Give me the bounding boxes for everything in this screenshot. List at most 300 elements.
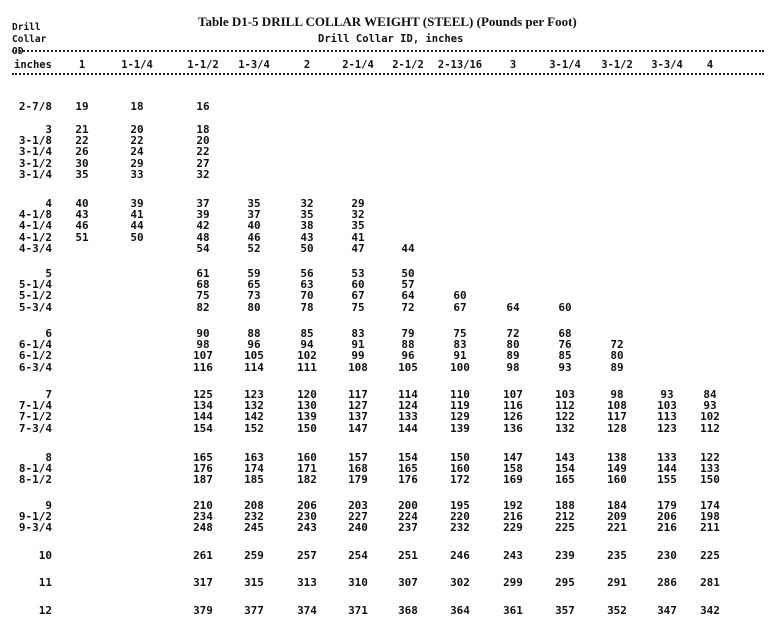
weight-cell: 85 bbox=[300, 327, 314, 340]
weight-cell: 179 bbox=[657, 499, 677, 512]
row-od-label: 7-1/4 bbox=[18, 399, 52, 413]
weight-cell: 35 bbox=[247, 197, 261, 210]
row-od-label: 6 bbox=[45, 327, 52, 340]
weight-cell: 72 bbox=[401, 300, 415, 314]
weight-cell: 174 bbox=[244, 462, 264, 476]
weight-cell: 299 bbox=[503, 576, 523, 589]
row-od-label: 11 bbox=[38, 576, 52, 589]
weight-cell: 206 bbox=[657, 510, 677, 524]
weight-cell: 246 bbox=[450, 549, 470, 562]
weight-cell: 144 bbox=[398, 421, 418, 435]
column-header: 2-13/16 bbox=[437, 59, 483, 71]
weight-cell: 105 bbox=[244, 349, 264, 363]
weight-cell: 232 bbox=[244, 510, 264, 524]
row-od-label: 7-1/2 bbox=[18, 410, 52, 424]
weight-cell: 220 bbox=[450, 510, 470, 524]
weight-cell: 206 bbox=[297, 499, 317, 512]
weight-cell: 119 bbox=[450, 399, 470, 413]
weight-cell: 94 bbox=[300, 338, 314, 352]
weight-cell: 133 bbox=[657, 451, 677, 464]
weight-cell: 192 bbox=[503, 499, 523, 512]
weight-cell: 122 bbox=[555, 410, 575, 424]
weight-cell: 315 bbox=[244, 576, 264, 589]
column-header: 3 bbox=[509, 59, 517, 71]
row-od-label: 2-7/8 bbox=[18, 100, 52, 113]
weight-cell: 98 bbox=[506, 360, 520, 374]
weight-cell: 117 bbox=[348, 388, 368, 401]
weight-cell: 112 bbox=[700, 421, 720, 435]
weight-cell: 83 bbox=[453, 338, 467, 352]
weight-cell: 60 bbox=[351, 278, 365, 292]
weight-cell: 68 bbox=[196, 278, 210, 292]
weight-cell: 144 bbox=[193, 410, 213, 424]
weight-cell: 80 bbox=[506, 338, 520, 352]
weight-cell: 114 bbox=[244, 360, 264, 374]
column-header: 3-1/2 bbox=[601, 59, 633, 71]
weight-cell: 251 bbox=[398, 549, 418, 562]
weight-cell: 88 bbox=[401, 338, 415, 352]
weight-cell: 165 bbox=[193, 451, 213, 464]
row-od-label: 5-3/4 bbox=[18, 300, 52, 314]
weight-cell: 143 bbox=[555, 451, 575, 464]
weight-cell: 155 bbox=[657, 473, 677, 487]
weight-cell: 85 bbox=[558, 349, 572, 363]
weight-cell: 313 bbox=[297, 576, 317, 589]
weight-cell: 152 bbox=[244, 421, 264, 435]
weight-cell: 103 bbox=[555, 388, 575, 401]
row-od-label: 8-1/4 bbox=[18, 462, 52, 476]
weight-cell: 154 bbox=[193, 421, 213, 435]
weight-cell: 68 bbox=[558, 327, 572, 340]
weight-cell: 347 bbox=[657, 604, 677, 617]
column-header: 2-1/4 bbox=[342, 59, 374, 71]
weight-cell: 72 bbox=[506, 327, 520, 340]
weight-cell: 136 bbox=[503, 421, 523, 435]
weight-cell: 96 bbox=[401, 349, 415, 363]
weight-cell: 185 bbox=[244, 473, 264, 487]
weight-cell: 361 bbox=[503, 604, 523, 617]
weight-cell: 182 bbox=[297, 473, 317, 487]
weight-cell: 27 bbox=[196, 156, 210, 170]
weight-cell: 39 bbox=[130, 197, 144, 210]
weight-cell: 108 bbox=[607, 399, 627, 413]
weight-cell: 65 bbox=[247, 278, 261, 292]
weight-cell: 114 bbox=[398, 388, 418, 401]
row-od-label: 5-1/4 bbox=[18, 278, 52, 292]
stub-label-line: Drill bbox=[12, 22, 41, 33]
stub-label-line: Collar bbox=[12, 34, 47, 45]
weight-cell: 98 bbox=[196, 338, 210, 352]
weight-cell: 111 bbox=[297, 360, 317, 374]
weight-cell: 165 bbox=[398, 462, 418, 476]
weight-cell: 50 bbox=[130, 230, 144, 244]
column-header: 3-1/4 bbox=[549, 59, 581, 71]
weight-cell: 102 bbox=[297, 349, 317, 363]
weight-cell: 129 bbox=[450, 410, 470, 424]
weight-cell: 286 bbox=[657, 576, 677, 589]
weight-cell: 44 bbox=[130, 219, 144, 233]
weight-cell: 307 bbox=[398, 576, 418, 589]
weight-cell: 37 bbox=[247, 208, 261, 222]
column-header: 1-1/2 bbox=[187, 59, 219, 71]
weight-cell: 248 bbox=[193, 521, 213, 535]
weight-cell: 47 bbox=[351, 241, 365, 255]
weight-cell: 160 bbox=[450, 462, 470, 476]
weight-cell: 91 bbox=[453, 349, 467, 363]
weight-cell: 99 bbox=[351, 349, 365, 363]
weight-cell: 254 bbox=[348, 549, 368, 562]
weight-cell: 76 bbox=[558, 338, 572, 352]
row-od-label: 9 bbox=[45, 499, 52, 512]
weight-cell: 122 bbox=[700, 451, 720, 464]
weight-cell: 368 bbox=[398, 604, 418, 617]
weight-cell: 150 bbox=[297, 421, 317, 435]
weight-cell: 89 bbox=[506, 349, 520, 363]
row-od-label: 9-3/4 bbox=[18, 521, 52, 535]
weight-cell: 154 bbox=[555, 462, 575, 476]
weight-cell: 32 bbox=[351, 208, 365, 222]
weight-cell: 73 bbox=[247, 289, 261, 303]
weight-cell: 33 bbox=[130, 167, 144, 181]
weight-cell: 75 bbox=[453, 327, 467, 340]
row-od-label: 10 bbox=[38, 549, 52, 562]
weight-cell: 295 bbox=[555, 576, 575, 589]
weight-cell: 172 bbox=[450, 473, 470, 487]
weight-cell: 357 bbox=[555, 604, 575, 617]
weight-cell: 75 bbox=[351, 300, 365, 314]
weight-cell: 310 bbox=[348, 576, 368, 589]
weight-cell: 377 bbox=[244, 604, 264, 617]
weight-cell: 112 bbox=[555, 399, 575, 413]
weight-cell: 237 bbox=[398, 521, 418, 535]
weight-cell: 108 bbox=[348, 360, 368, 374]
weight-cell: 80 bbox=[610, 349, 624, 363]
weight-cell: 56 bbox=[300, 267, 314, 280]
weight-cell: 302 bbox=[450, 576, 470, 589]
weight-cell: 281 bbox=[700, 576, 720, 589]
weight-cell: 70 bbox=[300, 289, 314, 303]
row-od-label: 8 bbox=[45, 451, 52, 464]
weight-cell: 149 bbox=[607, 462, 627, 476]
weight-cell: 89 bbox=[610, 360, 624, 374]
weight-cell: 232 bbox=[450, 521, 470, 535]
weight-cell: 38 bbox=[300, 219, 314, 233]
weight-cell: 128 bbox=[607, 421, 627, 435]
weight-cell: 40 bbox=[75, 197, 89, 210]
weight-cell: 20 bbox=[196, 134, 210, 148]
weight-cell: 113 bbox=[657, 410, 677, 424]
weight-cell: 29 bbox=[130, 156, 144, 170]
weight-cell: 212 bbox=[555, 510, 575, 524]
weight-cell: 227 bbox=[348, 510, 368, 524]
weight-cell: 50 bbox=[401, 267, 415, 280]
weight-cell: 19 bbox=[75, 100, 89, 113]
weight-cell: 32 bbox=[196, 167, 210, 181]
weight-cell: 138 bbox=[607, 451, 627, 464]
row-od-label: 3 bbox=[45, 123, 52, 136]
weight-cell: 123 bbox=[244, 388, 264, 401]
weight-cell: 171 bbox=[297, 462, 317, 476]
weight-cell: 133 bbox=[700, 462, 720, 476]
weight-cell: 225 bbox=[555, 521, 575, 535]
weight-cell: 24 bbox=[130, 145, 144, 159]
weight-cell: 72 bbox=[610, 338, 624, 352]
weight-cell: 132 bbox=[555, 421, 575, 435]
weight-cell: 51 bbox=[75, 230, 89, 244]
weight-cell: 187 bbox=[193, 473, 213, 487]
weight-cell: 168 bbox=[348, 462, 368, 476]
weight-cell: 103 bbox=[657, 399, 677, 413]
weight-cell: 147 bbox=[503, 451, 523, 464]
weight-cell: 116 bbox=[193, 360, 213, 374]
weight-cell: 48 bbox=[196, 230, 210, 244]
weight-cell: 22 bbox=[75, 134, 89, 148]
row-od-label: 3-1/8 bbox=[18, 134, 52, 148]
weight-cell: 225 bbox=[700, 549, 720, 562]
weight-cell: 35 bbox=[351, 219, 365, 233]
weight-cell: 43 bbox=[75, 208, 89, 222]
weight-cell: 90 bbox=[196, 327, 210, 340]
weight-cell: 142 bbox=[244, 410, 264, 424]
weight-cell: 127 bbox=[348, 399, 368, 413]
row-od-label: 4-1/8 bbox=[18, 208, 52, 222]
stub-label-inches: inches bbox=[14, 59, 52, 71]
weight-cell: 20 bbox=[130, 123, 144, 136]
header-rule-bottom bbox=[12, 73, 764, 75]
weight-cell: 243 bbox=[503, 549, 523, 562]
weight-cell: 147 bbox=[348, 421, 368, 435]
weight-cell: 352 bbox=[607, 604, 627, 617]
weight-cell: 211 bbox=[700, 521, 720, 535]
weight-cell: 176 bbox=[193, 462, 213, 476]
weight-cell: 130 bbox=[297, 399, 317, 413]
row-od-label: 8-1/2 bbox=[18, 473, 52, 487]
stub-label-line: OD bbox=[12, 46, 24, 57]
weight-cell: 46 bbox=[247, 230, 261, 244]
weight-cell: 52 bbox=[247, 241, 261, 255]
weight-cell: 160 bbox=[607, 473, 627, 487]
weight-cell: 245 bbox=[244, 521, 264, 535]
weight-cell: 44 bbox=[401, 241, 415, 255]
weight-cell: 46 bbox=[75, 219, 89, 233]
weight-cell: 63 bbox=[300, 278, 314, 292]
weight-cell: 160 bbox=[297, 451, 317, 464]
weight-cell: 83 bbox=[351, 327, 365, 340]
weight-cell: 198 bbox=[700, 510, 720, 524]
weight-cell: 137 bbox=[348, 410, 368, 424]
row-od-label: 5 bbox=[45, 267, 52, 280]
weight-cell: 291 bbox=[607, 576, 627, 589]
weight-cell: 364 bbox=[450, 604, 470, 617]
weight-cell: 60 bbox=[558, 300, 572, 314]
weight-cell: 35 bbox=[300, 208, 314, 222]
row-od-label: 4-1/2 bbox=[18, 230, 52, 244]
weight-cell: 139 bbox=[297, 410, 317, 424]
weight-cell: 110 bbox=[450, 388, 470, 401]
weight-cell: 84 bbox=[703, 388, 717, 401]
weight-cell: 35 bbox=[75, 167, 89, 181]
table-subtitle: Drill Collar ID, inches bbox=[318, 33, 464, 45]
weight-cell: 200 bbox=[398, 499, 418, 512]
weight-cell: 117 bbox=[607, 410, 627, 424]
weight-cell: 43 bbox=[300, 230, 314, 244]
weight-cell: 203 bbox=[348, 499, 368, 512]
weight-cell: 133 bbox=[398, 410, 418, 424]
weight-cell: 37 bbox=[196, 197, 210, 210]
weight-cell: 80 bbox=[247, 300, 261, 314]
weight-cell: 216 bbox=[503, 510, 523, 524]
weight-cell: 176 bbox=[398, 473, 418, 487]
weight-cell: 179 bbox=[348, 473, 368, 487]
row-od-label: 7 bbox=[45, 388, 52, 401]
weight-cell: 100 bbox=[450, 360, 470, 374]
row-od-label: 6-1/2 bbox=[18, 349, 52, 363]
weight-cell: 230 bbox=[657, 549, 677, 562]
weight-cell: 96 bbox=[247, 338, 261, 352]
weight-cell: 60 bbox=[453, 289, 467, 303]
weight-cell: 18 bbox=[196, 123, 210, 136]
weight-cell: 235 bbox=[607, 549, 627, 562]
weight-cell: 188 bbox=[555, 499, 575, 512]
weight-cell: 116 bbox=[503, 399, 523, 413]
weight-cell: 239 bbox=[555, 549, 575, 562]
weight-cell: 16 bbox=[196, 100, 210, 113]
column-header: 4 bbox=[706, 59, 714, 71]
row-od-label: 12 bbox=[38, 604, 52, 617]
weight-cell: 209 bbox=[607, 510, 627, 524]
weight-cell: 98 bbox=[610, 388, 624, 401]
weight-cell: 123 bbox=[657, 421, 677, 435]
weight-cell: 78 bbox=[300, 300, 314, 314]
weight-cell: 132 bbox=[244, 399, 264, 413]
weight-cell: 64 bbox=[401, 289, 415, 303]
weight-cell: 93 bbox=[660, 388, 674, 401]
weight-cell: 91 bbox=[351, 338, 365, 352]
row-od-label: 9-1/2 bbox=[18, 510, 52, 524]
weight-cell: 41 bbox=[130, 208, 144, 222]
weight-cell: 342 bbox=[700, 604, 720, 617]
weight-cell: 102 bbox=[700, 410, 720, 424]
weight-cell: 79 bbox=[401, 327, 415, 340]
weight-cell: 195 bbox=[450, 499, 470, 512]
weight-cell: 154 bbox=[398, 451, 418, 464]
weight-cell: 230 bbox=[297, 510, 317, 524]
weight-cell: 150 bbox=[450, 451, 470, 464]
weight-cell: 120 bbox=[297, 388, 317, 401]
weight-cell: 40 bbox=[247, 219, 261, 233]
row-od-label: 4 bbox=[45, 197, 52, 210]
weight-cell: 243 bbox=[297, 521, 317, 535]
weight-cell: 39 bbox=[196, 208, 210, 222]
weight-cell: 371 bbox=[348, 604, 368, 617]
weight-cell: 107 bbox=[193, 349, 213, 363]
column-header: 3-3/4 bbox=[651, 59, 683, 71]
weight-cell: 75 bbox=[196, 289, 210, 303]
weight-cell: 126 bbox=[503, 410, 523, 424]
weight-cell: 82 bbox=[196, 300, 210, 314]
column-header: 1-3/4 bbox=[238, 59, 270, 71]
weight-cell: 41 bbox=[351, 230, 365, 244]
column-header: 2 bbox=[303, 59, 311, 71]
weight-cell: 374 bbox=[297, 604, 317, 617]
weight-cell: 134 bbox=[193, 399, 213, 413]
weight-cell: 257 bbox=[297, 549, 317, 562]
weight-cell: 144 bbox=[657, 462, 677, 476]
weight-cell: 105 bbox=[398, 360, 418, 374]
weight-cell: 22 bbox=[130, 134, 144, 148]
column-header: 1 bbox=[78, 59, 86, 71]
weight-cell: 30 bbox=[75, 156, 89, 170]
weight-cell: 163 bbox=[244, 451, 264, 464]
column-header: 2-1/2 bbox=[392, 59, 424, 71]
weight-cell: 208 bbox=[244, 499, 264, 512]
weight-cell: 210 bbox=[193, 499, 213, 512]
row-od-label: 7-3/4 bbox=[18, 421, 52, 435]
weight-cell: 26 bbox=[75, 145, 89, 159]
row-od-label: 5-1/2 bbox=[18, 289, 52, 303]
weight-cell: 53 bbox=[351, 267, 365, 280]
weight-cell: 67 bbox=[351, 289, 365, 303]
weight-cell: 64 bbox=[506, 300, 520, 314]
weight-cell: 261 bbox=[193, 549, 213, 562]
row-od-label: 3-1/2 bbox=[18, 156, 52, 170]
row-od-label: 6-1/4 bbox=[18, 338, 52, 352]
weight-cell: 125 bbox=[193, 388, 213, 401]
weight-cell: 21 bbox=[75, 123, 89, 136]
weight-cell: 240 bbox=[348, 521, 368, 535]
weight-cell: 169 bbox=[503, 473, 523, 487]
weight-cell: 139 bbox=[450, 421, 470, 435]
weight-cell: 107 bbox=[503, 388, 523, 401]
row-od-label: 4-1/4 bbox=[18, 219, 52, 233]
weight-cell: 32 bbox=[300, 197, 314, 210]
weight-cell: 150 bbox=[700, 473, 720, 487]
weight-cell: 317 bbox=[193, 576, 213, 589]
row-od-label: 3-1/4 bbox=[18, 145, 52, 159]
header-rule-top bbox=[12, 50, 764, 52]
weight-cell: 234 bbox=[193, 510, 213, 524]
table-title: Table D1-5 DRILL COLLAR WEIGHT (STEEL) (Pounds per Foot) bbox=[198, 14, 577, 29]
weight-cell: 229 bbox=[503, 521, 523, 535]
weight-cell: 174 bbox=[700, 499, 720, 512]
weight-cell: 165 bbox=[555, 473, 575, 487]
weight-cell: 93 bbox=[558, 360, 572, 374]
row-od-label: 6-3/4 bbox=[18, 360, 52, 374]
row-od-label: 3-1/4 bbox=[18, 167, 52, 181]
weight-cell: 216 bbox=[657, 521, 677, 535]
weight-cell: 29 bbox=[351, 197, 365, 210]
weight-cell: 54 bbox=[196, 241, 210, 255]
weight-cell: 93 bbox=[703, 399, 717, 413]
weight-cell: 67 bbox=[453, 300, 467, 314]
weight-cell: 50 bbox=[300, 241, 314, 255]
weight-cell: 59 bbox=[247, 267, 261, 280]
weight-cell: 224 bbox=[398, 510, 418, 524]
weight-cell: 158 bbox=[503, 462, 523, 476]
weight-cell: 259 bbox=[244, 549, 264, 562]
column-header: 1-1/4 bbox=[121, 59, 153, 71]
row-od-label: 4-3/4 bbox=[18, 241, 52, 255]
weight-cell: 57 bbox=[401, 278, 415, 292]
od-stub-label bbox=[12, 22, 46, 58]
weight-cell: 18 bbox=[130, 100, 144, 113]
weight-cell: 124 bbox=[398, 399, 418, 413]
weight-cell: 42 bbox=[196, 219, 210, 233]
weight-cell: 184 bbox=[607, 499, 627, 512]
weight-cell: 61 bbox=[196, 267, 210, 280]
weight-cell: 157 bbox=[348, 451, 368, 464]
weight-cell: 88 bbox=[247, 327, 261, 340]
